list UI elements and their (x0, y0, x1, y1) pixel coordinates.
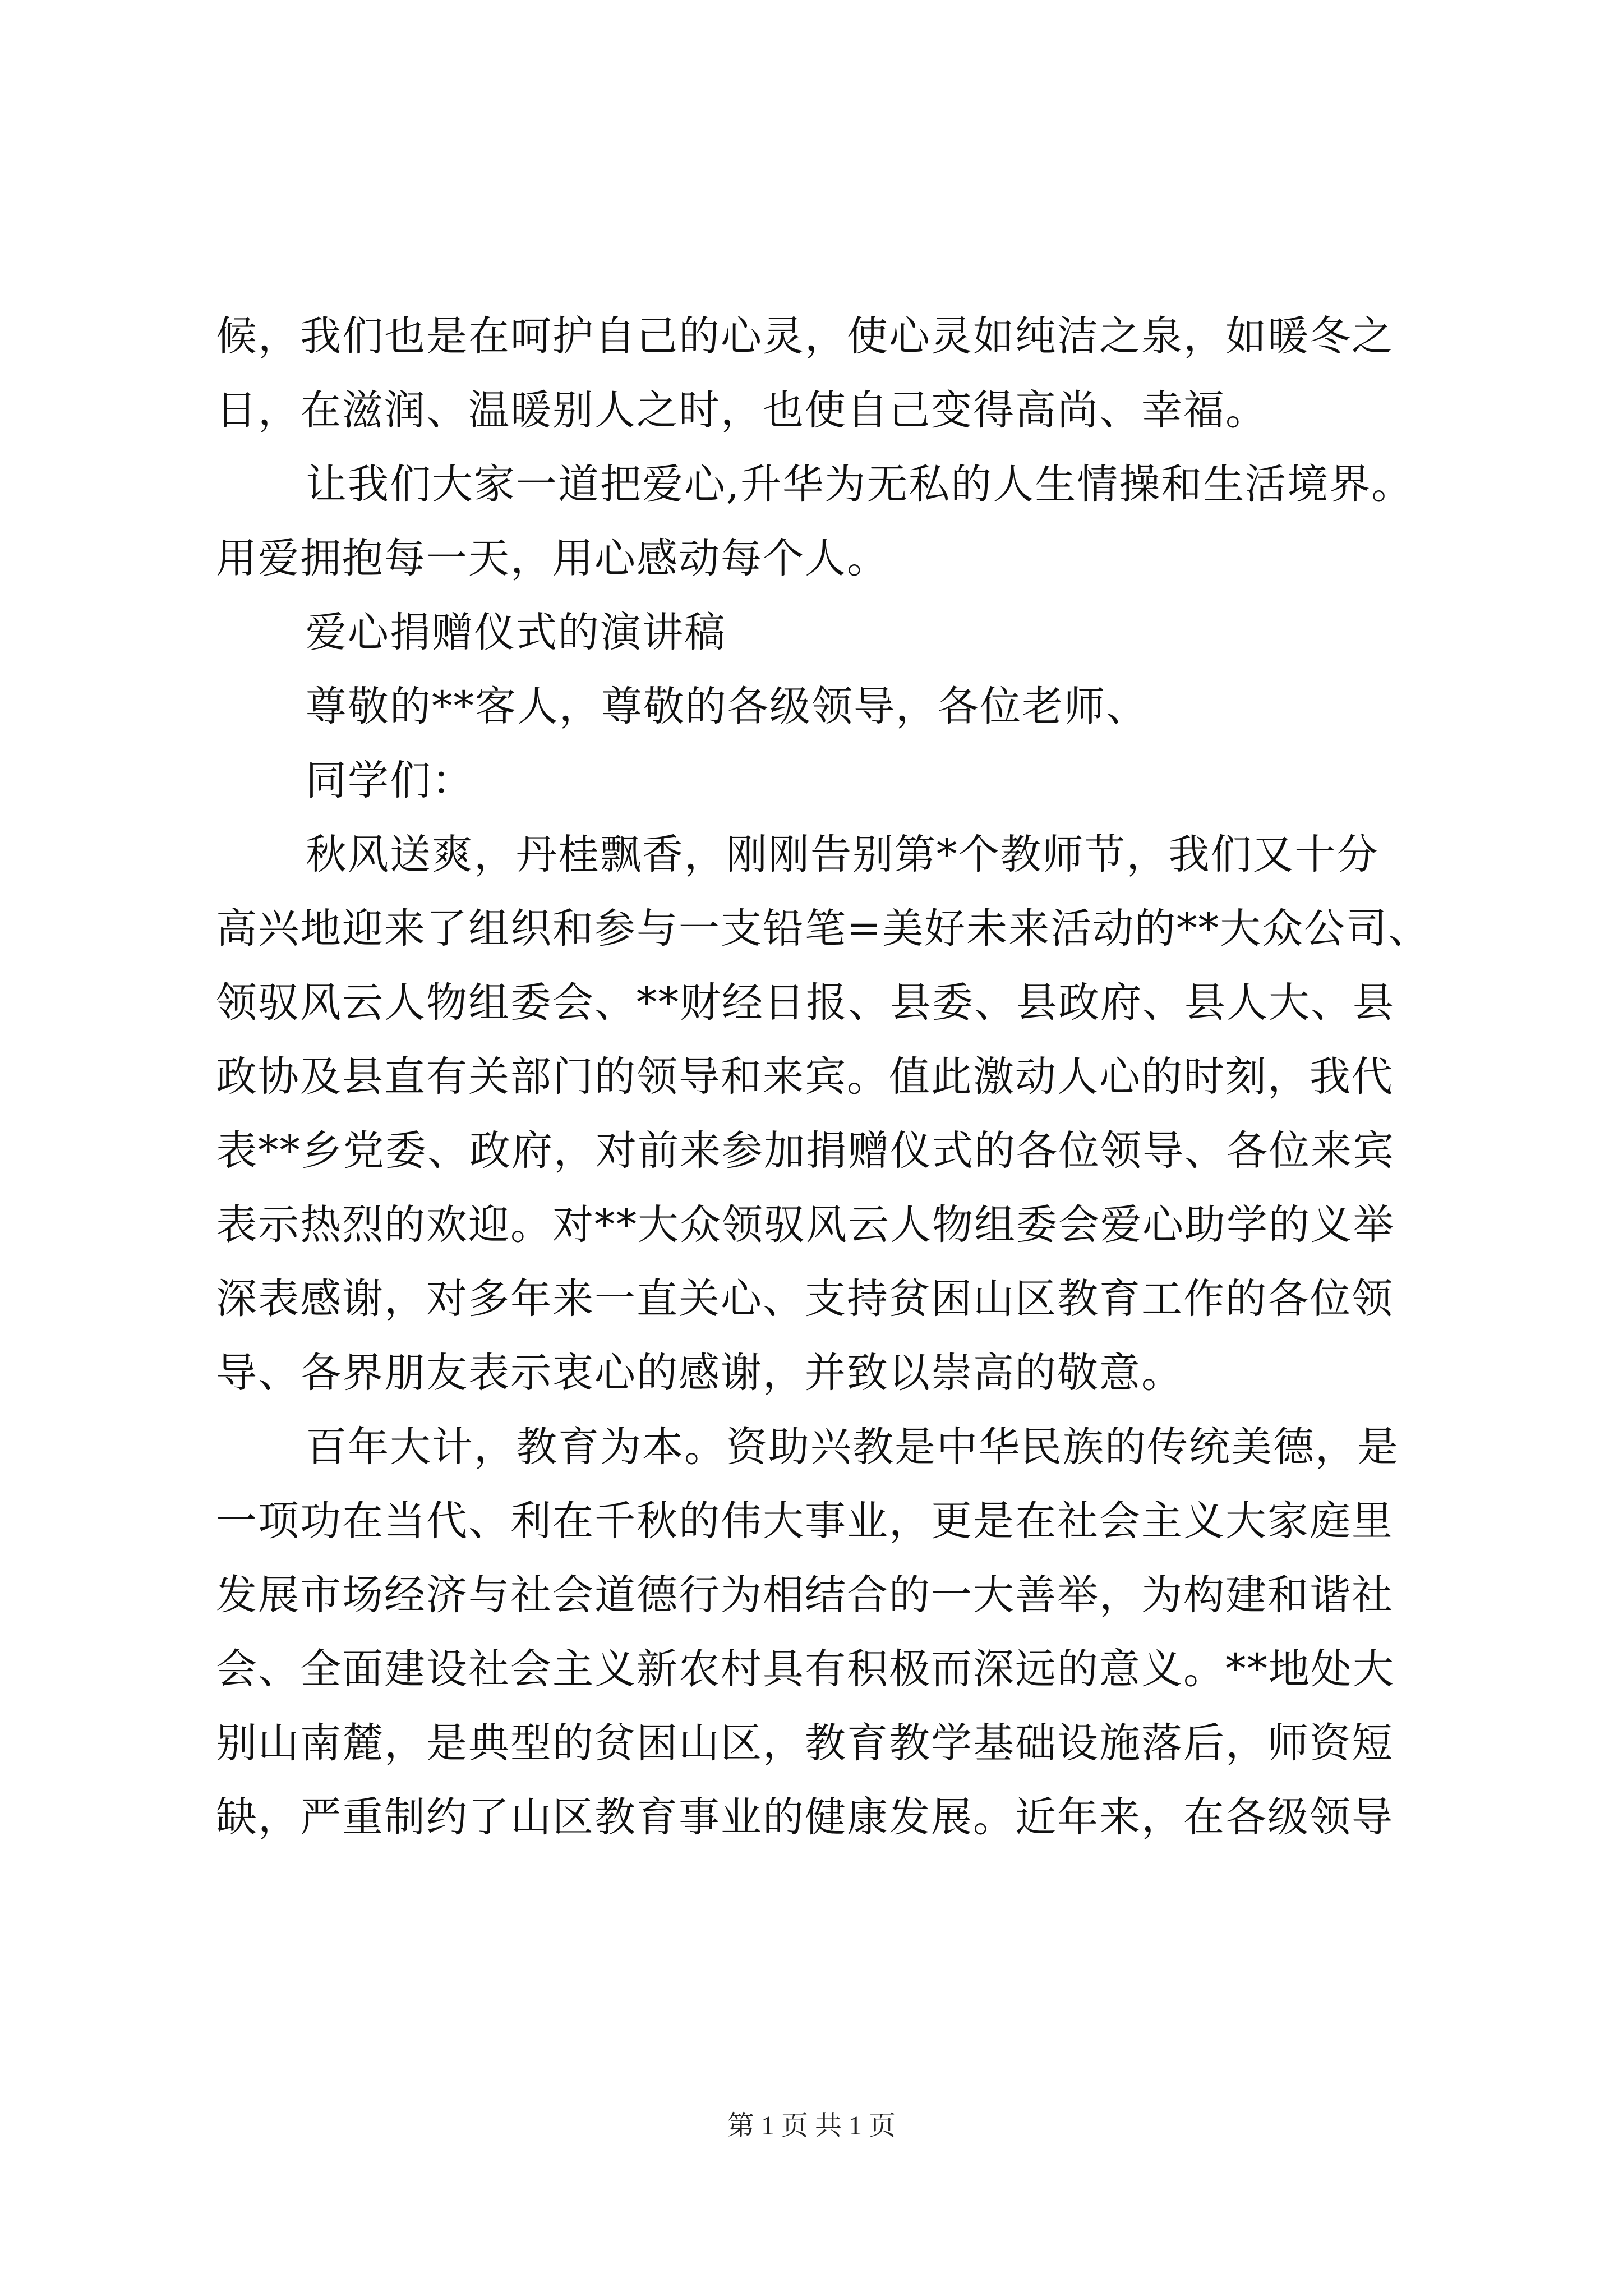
text-line: 一项功在当代、利在千秋的伟大事业，更是在社会主义大家庭里 (216, 1497, 1394, 1545)
section-heading: 爱心捐赠仪式的演讲稿 (306, 609, 726, 656)
text-line: 政协及县直有关部门的领导和来宾。值此激动人心的时刻，我代 (216, 1053, 1394, 1101)
text-line: 发展市场经济与社会道德行为相结合的一大善举，为构建和谐社 (216, 1571, 1394, 1619)
text-line: 表示热烈的欢迎。对**大众领驭风云人物组委会爱心助学的义举 (216, 1201, 1395, 1249)
salutation-line: 尊敬的**客人，尊敬的各级领导，各位老师、 (306, 683, 1148, 730)
text-line: 百年大计，教育为本。资助兴教是中华民族的传统美德，是 (306, 1423, 1399, 1471)
text-line: 缺，严重制约了山区教育事业的健康发展。近年来，在各级领导 (216, 1793, 1394, 1841)
text-line: 表**乡党委、政府，对前来参加捐赠仪式的各位领导、各位来宾 (216, 1127, 1395, 1175)
text-line: 用爱拥抱每一天，用心感动每个人。 (216, 535, 889, 582)
page-number-footer: 第 1 页 共 1 页 (727, 2111, 896, 2141)
text-line: 日，在滋润、温暖别人之时，也使自己变得高尚、幸福。 (216, 386, 1267, 434)
text-line: 别山南麓，是典型的贫困山区，教育教学基础设施落后，师资短 (216, 1719, 1394, 1767)
text-line: 领驭风云人物组委会、**财经日报、县委、县政府、县人大、县 (216, 979, 1395, 1027)
salutation-line: 同学们： (306, 757, 474, 804)
text-line: 候，我们也是在呵护自己的心灵，使心灵如纯洁之泉，如暖冬之 (216, 312, 1394, 360)
text-line: 让我们大家一道把爱心,升华为无私的人生情操和生活境界。 (306, 461, 1414, 508)
text-line: 高兴地迎来了组织和参与一支铅笔=美好未来活动的**大众公司、 (216, 905, 1431, 953)
text-line: 秋风送爽，丹桂飘香，刚刚告别第*个教师节，我们又十分 (306, 831, 1379, 878)
text-line: 会、全面建设社会主义新农村具有积极而深远的意义。**地处大 (216, 1645, 1395, 1693)
text-line: 深表感谢，对多年来一直关心、支持贫困山区教育工作的各位领 (216, 1275, 1394, 1323)
text-line: 导、各界朋友表示衷心的感谢，并致以崇高的敬意。 (216, 1349, 1183, 1397)
